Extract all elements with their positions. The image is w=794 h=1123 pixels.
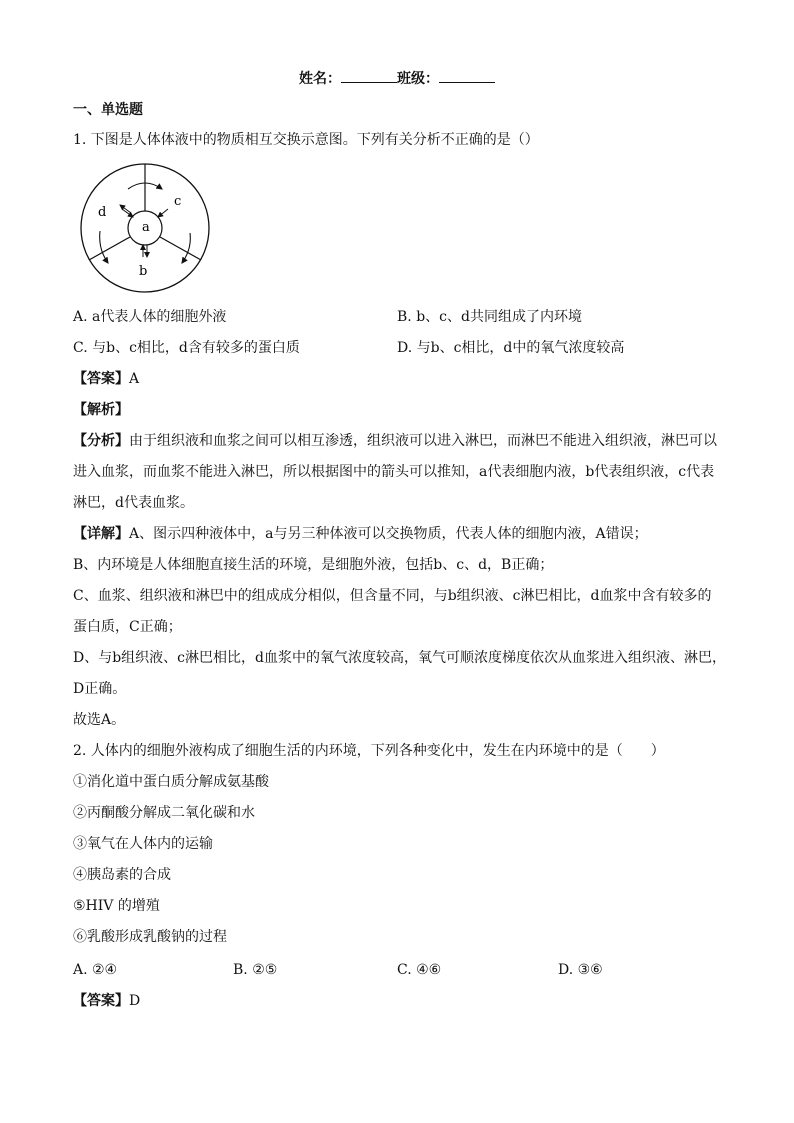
q1-detail-a-text: A、图示四种液体中，a与另三种体液可以交换物质，代表人体的细胞内液，A错误； bbox=[129, 526, 648, 542]
q1-detail-c-1: C、血浆、组织液和淋巴中的组成成分相似，但含量不同，与b组织液、c淋巴相比，d血浆中含有较多的 bbox=[73, 588, 712, 604]
name-blank[interactable] bbox=[341, 70, 397, 83]
section-title: 一、单选题 bbox=[73, 102, 143, 118]
name-class-header bbox=[0, 68, 794, 88]
q1-option-c[interactable]: C. 与b、c相比，d含有较多的蛋白质 bbox=[73, 340, 300, 356]
q2-item-5: ⑤HIV 的增殖 bbox=[73, 898, 160, 914]
q1-fenxi-line-1 bbox=[73, 431, 717, 451]
class-label: 班级： bbox=[397, 71, 439, 87]
q1-fenxi-tag: 【分析】 bbox=[73, 433, 129, 449]
q1-answer bbox=[73, 369, 139, 389]
divider-left bbox=[89, 237, 130, 260]
q2-option-c[interactable]: C. ④⑥ bbox=[397, 962, 442, 978]
q2-option-d[interactable]: D. ③⑥ bbox=[558, 962, 603, 978]
q2-option-b[interactable]: B. ②⑤ bbox=[233, 962, 278, 978]
arrow-right bbox=[182, 233, 190, 263]
q1-detail-b: B、内环境是人体细胞直接生活的环境，是细胞外液，包括b、c、d，B正确； bbox=[73, 557, 554, 573]
q1-detail-a bbox=[73, 524, 648, 544]
q1-fenxi-text-1: 由于组织液和血浆之间可以相互渗透，组织液可以进入淋巴，而淋巴不能进入组织液，淋巴可以 bbox=[129, 433, 717, 449]
q1-conclusion: 故选A。 bbox=[73, 712, 126, 728]
q1-analysis-tag: 【解析】 bbox=[73, 402, 129, 418]
divider-right bbox=[160, 237, 201, 260]
arrow-c-to-a bbox=[158, 209, 168, 217]
q2-option-a[interactable]: A. ②④ bbox=[73, 962, 118, 978]
q2-answer-tag: 【答案】 bbox=[73, 993, 129, 1009]
q1-fenxi-line-2: 进入血浆，而血浆不能进入淋巴，所以根据图中的箭头可以推知，a代表细胞内液，b代表组织液，c代表 bbox=[73, 464, 715, 480]
q1-detail-d-2: D正确。 bbox=[73, 681, 127, 697]
q2-stem: 2. 人体内的细胞外液构成了细胞生活的内环境，下列各种变化中，发生在内环境中的是（ ） bbox=[73, 743, 665, 759]
q1-detail-c-2: 蛋白质，C正确； bbox=[73, 619, 182, 635]
q2-item-3: ③氧气在人体内的运输 bbox=[73, 836, 213, 852]
q1-fenxi-line-3: 淋巴，d代表血浆。 bbox=[73, 495, 194, 511]
q2-answer bbox=[73, 991, 140, 1011]
arrow-left bbox=[100, 231, 108, 263]
label-c: c bbox=[174, 194, 182, 209]
label-b: b bbox=[139, 264, 148, 279]
q1-stem: 1. 下图是人体体液中的物质相互交换示意图。下列有关分析不正确的是（） bbox=[73, 132, 539, 148]
q1-detail-d-1: D、与b组织液、c淋巴相比，d血浆中的氧气浓度较高，氧气可顺浓度梯度依次从血浆进入组织液、淋巴， bbox=[73, 650, 726, 666]
class-blank[interactable] bbox=[439, 70, 495, 83]
q2-item-2: ②丙酮酸分解成二氧化碳和水 bbox=[73, 805, 255, 821]
q1-option-b[interactable]: B. b、c、d共同组成了内环境 bbox=[397, 309, 582, 325]
name-label: 姓名： bbox=[299, 71, 341, 87]
q1-option-a[interactable]: A. a代表人体的细胞外液 bbox=[73, 309, 227, 325]
body-fluid-diagram bbox=[78, 161, 212, 295]
q1-answer-value: A bbox=[129, 371, 140, 387]
label-d: d bbox=[98, 205, 107, 220]
q2-item-1: ①消化道中蛋白质分解成氨基酸 bbox=[73, 774, 269, 790]
q1-answer-tag: 【答案】 bbox=[73, 371, 129, 387]
label-a: a bbox=[142, 220, 150, 235]
q1-option-d[interactable]: D. 与b、c相比，d中的氧气浓度较高 bbox=[397, 340, 625, 356]
q1-xiangjie-tag: 【详解】 bbox=[73, 526, 129, 542]
q2-item-4: ④胰岛素的合成 bbox=[73, 867, 171, 883]
q2-item-6: ⑥乳酸形成乳酸钠的过程 bbox=[73, 929, 227, 945]
q2-answer-value: D bbox=[129, 993, 141, 1009]
